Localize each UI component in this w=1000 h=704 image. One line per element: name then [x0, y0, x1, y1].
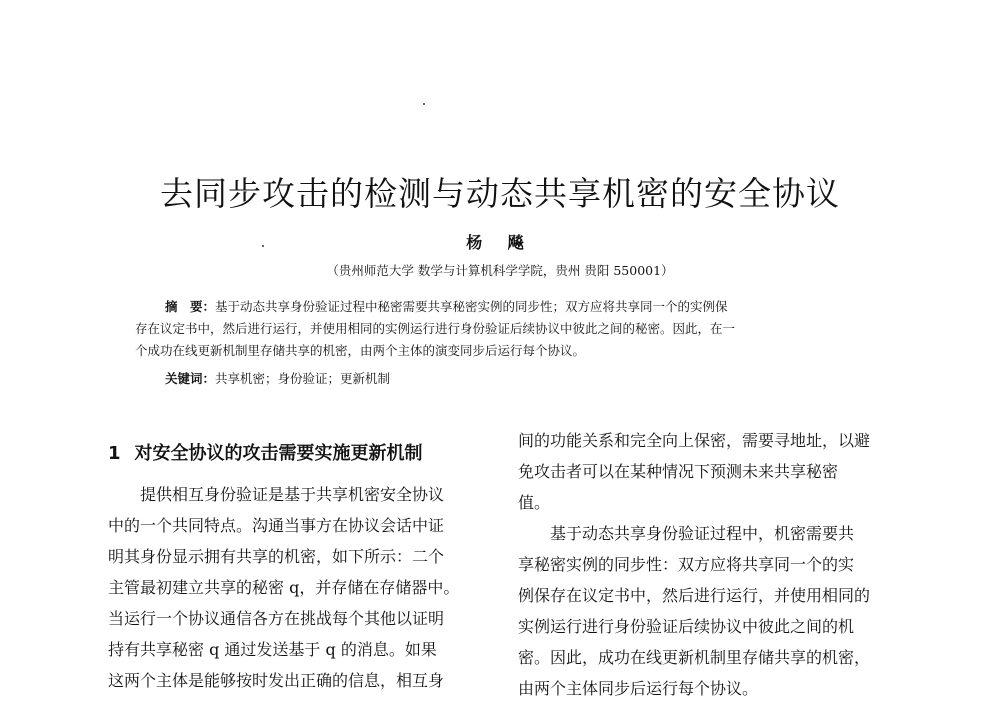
paragraph-line: 当运行一个协议通信各方在挑战每个其他以证明 — [108, 609, 445, 628]
right-column — [518, 425, 898, 704]
paragraph-line: 间的功能关系和完全向上保密，需要寻地址，以避 — [518, 431, 871, 450]
paragraph-line: 由两个主体同步后运行每个协议。 — [518, 679, 759, 698]
paragraph-line: 值。 — [518, 493, 551, 512]
paragraph-line: 明其身份显示拥有共享的机密，如下所示：二个 — [108, 547, 445, 566]
author-name: 杨 飚 — [466, 233, 534, 252]
abstract-line: 个成功在线更新机制里存储共享的机密，由两个主体的演变同步后运行每个协议。 — [135, 343, 586, 358]
abstract-text: 基于动态共享身份验证过程中秘密需要共享秘密实例的同步性；双方应将共享同一个的实例保 — [215, 299, 728, 314]
paragraph-line: 主管最初建立共享的秘密 q，并存储在存储器中。 — [108, 578, 460, 597]
paper-title: 去同步攻击的检测与动态共享机密的安全协议 — [160, 174, 840, 213]
scan-speck — [423, 103, 425, 105]
paragraph-line: 持有共享秘密 q 通过发送基于 q 的消息。如果 — [108, 640, 437, 659]
section-number: 1 — [108, 443, 121, 464]
keywords-label: 关键词： — [165, 371, 216, 386]
paragraph-line: 这两个主体是能够按时发出正确的信息，相互身 — [108, 671, 445, 690]
paragraph-line: 中的一个共同特点。沟通当事方在协议会话中证 — [108, 516, 445, 535]
section-title: 对安全协议的攻击需要实施更新机制 — [134, 443, 423, 464]
paragraph-line: 基于动态共享身份验证过程中，机密需要共 — [550, 524, 855, 543]
author-affiliation: （贵州师范大学 数学与计算机科学学院，贵州 贵阳 550001） — [326, 263, 674, 278]
paragraph-line: 实例运行进行身份验证后续协议中彼此之间的机 — [518, 617, 855, 636]
paragraph-line: 例保存在议定书中，然后进行运行，并使用相同的 — [518, 586, 871, 605]
keywords-text: 共享机密；身份验证；更新机制 — [215, 371, 391, 386]
keywords — [165, 368, 390, 390]
paragraph-line: 提供相互身份验证是基于共享机密安全协议 — [140, 485, 445, 504]
paragraph-line: 密。因此，成功在线更新机制里存储共享的机密， — [518, 648, 871, 667]
paragraph-line: 免攻击者可以在某种情况下预测未来共享秘密 — [518, 462, 839, 481]
paragraph-line: 享秘密实例的同步性：双方应将共享同一个的实 — [518, 555, 855, 574]
abstract-label: 摘 要： — [165, 299, 216, 314]
abstract — [135, 296, 865, 362]
abstract-line — [135, 296, 865, 318]
abstract-line: 存在议定书中，然后进行运行，并使用相同的实例运行进行身份验证后续协议中彼此之间的秘密。因此，在一 — [135, 321, 736, 336]
section-heading — [108, 441, 423, 467]
left-column — [108, 479, 488, 696]
